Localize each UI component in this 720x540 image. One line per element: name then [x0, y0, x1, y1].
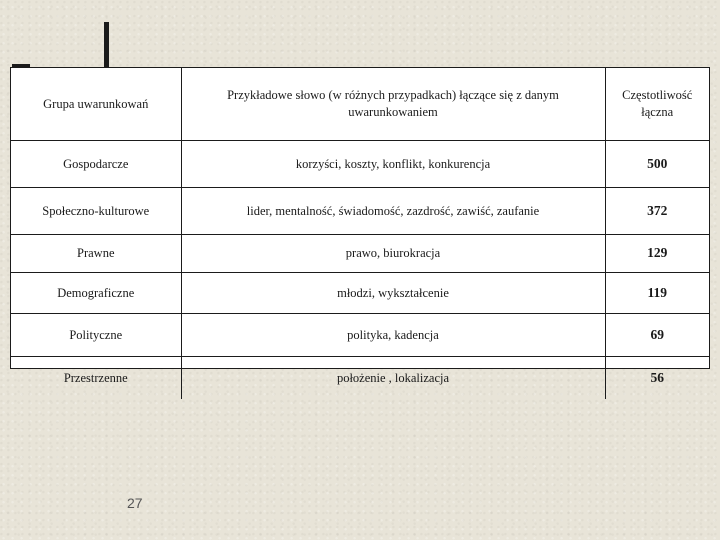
cell-group: Przestrzenne [11, 357, 181, 400]
table-row [11, 235, 709, 273]
decorative-vertical-bar [104, 22, 109, 68]
cell-frequency: 372 [605, 188, 709, 235]
cell-words: korzyści, koszty, konflikt, konkurencja [181, 141, 605, 188]
cell-frequency: 129 [605, 235, 709, 273]
cell-frequency: 56 [605, 357, 709, 400]
cell-group: Społeczno-kulturowe [11, 188, 181, 235]
cell-words: położenie , lokalizacja [181, 357, 605, 400]
cell-group: Polityczne [11, 314, 181, 357]
cell-words: polityka, kadencja [181, 314, 605, 357]
cell-frequency: 500 [605, 141, 709, 188]
cell-words: lider, mentalność, świadomość, zazdrość, zawiść, zaufanie [181, 188, 605, 235]
cell-words: prawo, biurokracja [181, 235, 605, 273]
cell-words: młodzi, wykształcenie [181, 273, 605, 314]
cell-group: Gospodarcze [11, 141, 181, 188]
page-number: 27 [127, 495, 143, 511]
table-row [11, 357, 709, 400]
conditions-table [10, 67, 710, 385]
cell-group: Demograficzne [11, 273, 181, 314]
table-row [11, 141, 709, 188]
header-group: Grupa uwarunkowań [11, 68, 181, 141]
header-example-words: Przykładowe słowo (w różnych przypadkach) łączące się z danym uwarunkowaniem [181, 68, 605, 141]
cell-frequency: 119 [605, 273, 709, 314]
header-frequency: Częstotliwość łączna [605, 68, 709, 141]
table-row [11, 188, 709, 235]
cell-frequency: 69 [605, 314, 709, 357]
table-row [11, 314, 709, 357]
table-row [11, 273, 709, 314]
cell-group: Prawne [11, 235, 181, 273]
table-header-row [11, 68, 709, 141]
